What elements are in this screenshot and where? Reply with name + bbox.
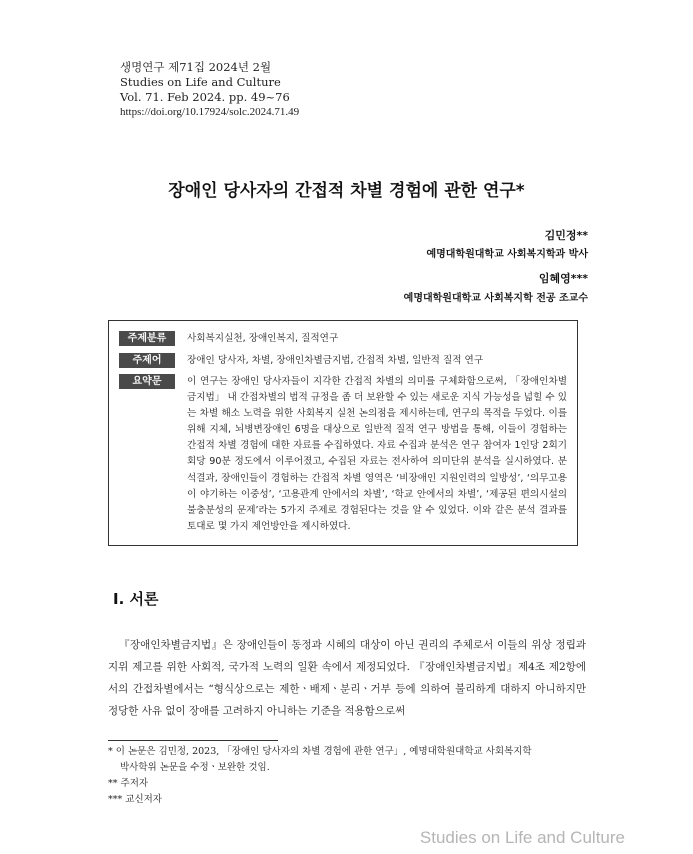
journal-title-ko: 생명연구 제71집 2024년 2월 [120,60,272,74]
subject-label: 주제분류 [119,331,175,346]
footnote-2: ** 주저자 [108,778,149,789]
footnotes [108,744,588,808]
author-name-2: 임혜영*** [538,272,588,285]
intro-paragraph: 『장애인차별금지법』은 장애인들이 동정과 시혜의 대상이 아닌 권리의 주체로서 이들의 위상 정립과 지위 제고를 위한 사회적, 국가적 노력의 일환 속에서 제정되었다. 『장애인차별금지법』제4조 제2항에서의 간접차별에서는 “형식상으로는 제한ㆍ배제ㆍ분리ㆍ거부 등에 의하여 불리하게 대하지 아니하지만 정당한 사유 없이 장애를 고려하지 아니하는 기준을 적용함으로써 [108,639,586,717]
journal-title-en: Studies on Life and Culture [120,75,281,89]
subject-row [119,331,567,346]
author-affiliation-1: 예명대학원대학교 사회복지학과 박사 [426,249,588,260]
footnote-divider [108,740,278,741]
author-affiliation-2: 예명대학원대학교 사회복지학 전공 조교수 [403,293,588,304]
author-name-1: 김민정** [544,229,588,242]
paper-title: 장애인 당사자의 간접적 차별 경험에 관한 연구* [168,181,525,201]
footnote-3: *** 교신저자 [108,794,162,805]
journal-header [120,60,299,120]
subject-value: 사회복지실천, 장애인복지, 질적연구 [187,333,339,344]
abstract-text: 이 연구는 장애인 당사자들이 지각한 간접적 차별의 의미를 구체화함으로써, 「장애인차별금지법」 내 간접차별의 법적 규정을 좀 더 보완할 수 있는 새로운 지식 가능성을 넓힐 수 있는 차별 해소 노력을 위한 사회복지 실천 논의점을 제시하는데, 연구의 목적을 두었다. 이를 위해 지체, 뇌병변장애인 6명을 대상으로 일반적 질적 연구 방법을 통해, 이들이 경험하는 간접적 차별 경험에 대한 자료를 수집하였다. 자료 수집과 분석은 연구 참여자 1인당 2회기 회당 90분 정도에서 이루어졌고, 수집된 자료는 전사하여 의미단위 분석을 실시하였다. 분석결과, 장애인들이 경험하는 간접적 차별 영역은 ‘비장애인 지원인력의 일방성’, ‘의무고용이 야기하는 이중성’, ‘고용관계 안에서의 차별’, ‘학교 안에서의 차별’, ‘제공된 편의시설의 불충분성의 문제’라는 5가지 주제로 경험된다는 것을 알 수 있었다. 이와 같은 분석 결과를 토대로 몇 가지 제언방안을 제시하였다. [187,376,567,532]
keywords-label: 주제어 [119,353,175,368]
abstract-box [108,320,578,546]
keywords-value: 장애인 당사자, 차별, 장애인차별금지법, 간접적 차별, 일반적 질적 연구 [187,355,484,366]
keywords-row [119,353,567,368]
abstract-label: 요약문 [119,374,175,389]
section-heading: Ⅰ. 서론 [113,590,159,608]
journal-watermark: Studies on Life and Culture [419,828,625,847]
abstract-row [119,374,567,535]
footnote-1: * 이 논문은 김민정, 2023, 「장애인 당사자의 차별 경험에 관한 연구」, 예명대학원대학교 사회복지학 [108,746,532,757]
doi-link[interactable]: https://doi.org/10.17924/solc.2024.71.49 [120,106,300,118]
volume-info: Vol. 71. Feb 2024. pp. 49~76 [120,90,290,104]
footnote-1-cont: 박사학위 논문을 수정ㆍ보완한 것임. [120,762,270,773]
